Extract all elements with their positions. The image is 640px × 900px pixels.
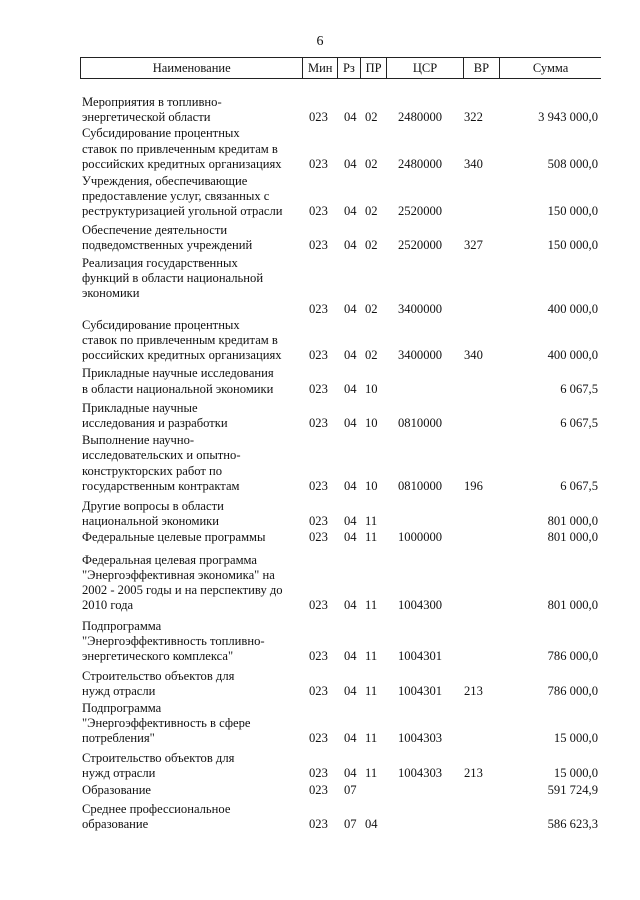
row-sum: 400 000,0 <box>547 348 598 363</box>
table-row <box>0 499 640 529</box>
row-pr: 11 <box>365 530 378 545</box>
row-min: 023 <box>309 237 328 252</box>
row-csr: 1004301 <box>398 684 443 699</box>
row-name-line: подведомственных учреждений <box>82 237 253 252</box>
row-sum: 6 067,5 <box>560 416 598 431</box>
row-rz: 04 <box>344 110 357 125</box>
row-pr: 02 <box>365 301 378 316</box>
row-name-line: Учреждения, обеспечивающие <box>82 174 248 189</box>
header-vr: ВР <box>464 58 501 78</box>
row-vr: 340 <box>464 156 483 171</box>
row-name-line: конструкторских работ по <box>82 463 223 478</box>
row-min: 023 <box>309 766 328 781</box>
row-name-line: Субсидирование процентных <box>82 317 240 332</box>
row-sum: 3 943 000,0 <box>538 110 598 125</box>
row-name <box>82 174 304 220</box>
row-name-line: Выполнение научно- <box>82 433 195 448</box>
row-pr: 04 <box>365 816 378 831</box>
row-name-line: ставок по привлеченным кредитам в <box>82 141 278 156</box>
row-name-line: нужд отрасли <box>82 684 156 699</box>
row-name-line: Прикладные научные <box>82 400 198 415</box>
page-number: 6 <box>316 34 324 49</box>
row-name <box>82 802 304 832</box>
row-min: 023 <box>309 156 328 171</box>
row-name-line: Прикладные научные исследования <box>82 366 274 381</box>
table-row <box>0 318 640 364</box>
row-pr: 11 <box>365 684 378 699</box>
row-csr: 2480000 <box>398 110 443 125</box>
row-name-line: энергетической области <box>82 110 211 125</box>
row-sum: 591 724,9 <box>547 782 598 797</box>
row-name <box>82 223 304 253</box>
row-min: 023 <box>309 416 328 431</box>
row-name-line: Строительство объектов для <box>82 669 235 684</box>
row-sum: 586 623,3 <box>547 816 598 831</box>
row-sum: 15 000,0 <box>553 730 598 745</box>
table-row <box>0 619 640 665</box>
table-row <box>0 553 640 614</box>
table-row <box>0 223 640 253</box>
row-name-line: государственным контрактам <box>82 478 240 493</box>
row-name-line: Образование <box>82 782 152 797</box>
row-name-line: Мероприятия в топливно- <box>82 95 222 109</box>
row-name <box>82 499 304 529</box>
row-name-line: 2002 - 2005 годы и на перспективу до <box>82 583 283 598</box>
table-row <box>0 126 640 172</box>
row-name-line: предоставление услуг, связанных с <box>82 189 270 204</box>
row-name <box>82 530 304 545</box>
budget-table-body <box>0 95 640 832</box>
row-name-line: исследовательских и опытно- <box>82 448 241 463</box>
row-vr: 340 <box>464 348 483 363</box>
row-rz: 04 <box>344 530 357 545</box>
row-name <box>82 701 304 747</box>
row-min: 023 <box>309 730 328 745</box>
row-csr: 1004303 <box>398 730 443 745</box>
row-sum: 150 000,0 <box>547 204 598 219</box>
row-rz: 04 <box>344 204 357 219</box>
header-sum: Сумма <box>532 60 569 75</box>
table-row <box>0 701 640 747</box>
row-csr: 0810000 <box>398 478 443 493</box>
row-vr: 213 <box>464 684 483 699</box>
row-sum: 15 000,0 <box>553 766 598 781</box>
row-name <box>82 433 304 494</box>
row-name <box>82 783 304 798</box>
row-name <box>82 669 304 699</box>
row-name <box>82 366 304 396</box>
row-rz: 04 <box>344 416 357 431</box>
table-header <box>80 57 601 79</box>
row-pr: 11 <box>365 514 378 529</box>
table-row <box>0 783 640 798</box>
row-name <box>82 256 304 317</box>
row-name-line: "Энергоэффективная экономика" на <box>82 567 275 582</box>
row-rz: 07 <box>344 816 357 831</box>
row-name-line: потребления" <box>82 730 155 745</box>
table-row <box>0 802 640 832</box>
row-min: 023 <box>309 684 328 699</box>
row-name-line: российских кредитных организациях <box>82 348 282 363</box>
row-rz: 04 <box>344 237 357 252</box>
row-rz: 04 <box>344 301 357 316</box>
row-csr: 1000000 <box>398 530 443 545</box>
table-row <box>0 433 640 494</box>
row-name <box>82 126 304 172</box>
row-rz: 04 <box>344 348 357 363</box>
row-name-line: Строительство объектов для <box>82 751 235 766</box>
row-csr: 2480000 <box>398 156 443 171</box>
row-min: 023 <box>309 782 328 797</box>
row-min: 023 <box>309 514 328 529</box>
row-sum: 801 000,0 <box>547 598 598 613</box>
row-pr: 11 <box>365 598 378 613</box>
row-rz: 04 <box>344 730 357 745</box>
row-name <box>82 553 304 614</box>
header-csr: ЦСР <box>387 58 463 78</box>
row-min: 023 <box>309 598 328 613</box>
row-sum: 508 000,0 <box>547 156 598 171</box>
row-name-line: функций в области национальной <box>82 271 264 286</box>
row-sum: 801 000,0 <box>547 514 598 529</box>
row-sum: 6 067,5 <box>560 478 598 493</box>
row-name-line: Среднее профессиональное <box>82 801 231 816</box>
row-name-line: экономики <box>82 286 140 301</box>
table-row <box>0 95 640 125</box>
row-pr: 02 <box>365 110 378 125</box>
row-name-line: Другие вопросы в области <box>82 499 224 514</box>
row-name-line: "Энергоэффективность в сфере <box>82 715 251 730</box>
header-pr: ПР <box>361 58 388 78</box>
row-rz: 04 <box>344 478 357 493</box>
row-name-line: Обеспечение деятельности <box>82 222 228 237</box>
row-name-line: энергетического комплекса" <box>82 648 234 663</box>
header-name: Наименование <box>81 58 303 78</box>
row-name-line: в области национальной экономики <box>82 381 274 396</box>
row-name-line: ставок по привлеченным кредитам в <box>82 333 278 348</box>
header-rz: Рз <box>338 58 361 78</box>
row-name-line: Федеральные целевые программы <box>82 530 266 545</box>
row-sum: 6 067,5 <box>560 381 598 396</box>
row-name <box>82 401 304 431</box>
row-min: 023 <box>309 816 328 831</box>
row-min: 023 <box>309 530 328 545</box>
row-pr: 11 <box>365 648 378 663</box>
row-min: 023 <box>309 381 328 396</box>
row-pr: 02 <box>365 237 378 252</box>
row-csr: 3400000 <box>398 301 443 316</box>
row-csr: 1004301 <box>398 648 443 663</box>
row-name-line: национальной экономики <box>82 514 220 529</box>
table-row <box>0 256 640 317</box>
row-rz: 04 <box>344 598 357 613</box>
row-min: 023 <box>309 478 328 493</box>
row-pr: 10 <box>365 381 378 396</box>
table-row <box>0 751 640 781</box>
row-vr: 322 <box>464 110 483 125</box>
row-csr: 2520000 <box>398 204 443 219</box>
row-name-line: 2010 года <box>82 598 134 613</box>
row-sum: 801 000,0 <box>547 530 598 545</box>
row-name <box>82 95 304 125</box>
row-rz: 04 <box>344 156 357 171</box>
row-pr: 11 <box>365 730 378 745</box>
row-vr: 196 <box>464 478 483 493</box>
row-name <box>82 751 304 781</box>
row-pr: 10 <box>365 478 378 493</box>
row-csr: 2520000 <box>398 237 443 252</box>
table-row <box>0 669 640 699</box>
header-min: Мин <box>303 58 338 78</box>
table-row <box>0 366 640 396</box>
row-pr: 02 <box>365 156 378 171</box>
row-sum: 786 000,0 <box>547 648 598 663</box>
row-csr: 1004303 <box>398 766 443 781</box>
row-rz: 07 <box>344 782 357 797</box>
row-name-line: Подпрограмма <box>82 618 162 633</box>
row-min: 023 <box>309 110 328 125</box>
row-min: 023 <box>309 348 328 363</box>
row-name-line: исследования и разработки <box>82 416 228 431</box>
row-name <box>82 318 304 364</box>
row-min: 023 <box>309 204 328 219</box>
row-pr: 11 <box>365 766 378 781</box>
row-csr: 0810000 <box>398 416 443 431</box>
row-rz: 04 <box>344 766 357 781</box>
table-row <box>0 401 640 431</box>
row-name-line: "Энергоэффективность топливно- <box>82 633 265 648</box>
row-name-line: российских кредитных организациях <box>82 156 282 171</box>
row-name-line: реструктуризацией угольной отрасли <box>82 204 283 219</box>
row-rz: 04 <box>344 381 357 396</box>
row-name-line: Субсидирование процентных <box>82 126 240 141</box>
table-row <box>0 174 640 220</box>
row-pr: 02 <box>365 348 378 363</box>
row-sum: 400 000,0 <box>547 301 598 316</box>
row-min: 023 <box>309 648 328 663</box>
row-rz: 04 <box>344 684 357 699</box>
row-name-spacer <box>82 302 304 317</box>
row-vr: 327 <box>464 237 483 252</box>
row-name-line: Реализация государственных <box>82 256 238 271</box>
table-row <box>0 530 640 545</box>
row-sum: 150 000,0 <box>547 237 598 252</box>
row-rz: 04 <box>344 514 357 529</box>
row-name-line: Федеральная целевая программа <box>82 552 258 567</box>
row-sum: 786 000,0 <box>547 684 598 699</box>
row-name-line: образование <box>82 816 149 831</box>
row-vr: 213 <box>464 766 483 781</box>
row-pr: 10 <box>365 416 378 431</box>
row-name-line: Подпрограмма <box>82 700 162 715</box>
row-pr: 02 <box>365 204 378 219</box>
row-name <box>82 619 304 665</box>
row-csr: 3400000 <box>398 348 443 363</box>
row-rz: 04 <box>344 648 357 663</box>
row-csr: 1004300 <box>398 598 443 613</box>
row-name-line: нужд отрасли <box>82 766 156 781</box>
row-min: 023 <box>309 301 328 316</box>
